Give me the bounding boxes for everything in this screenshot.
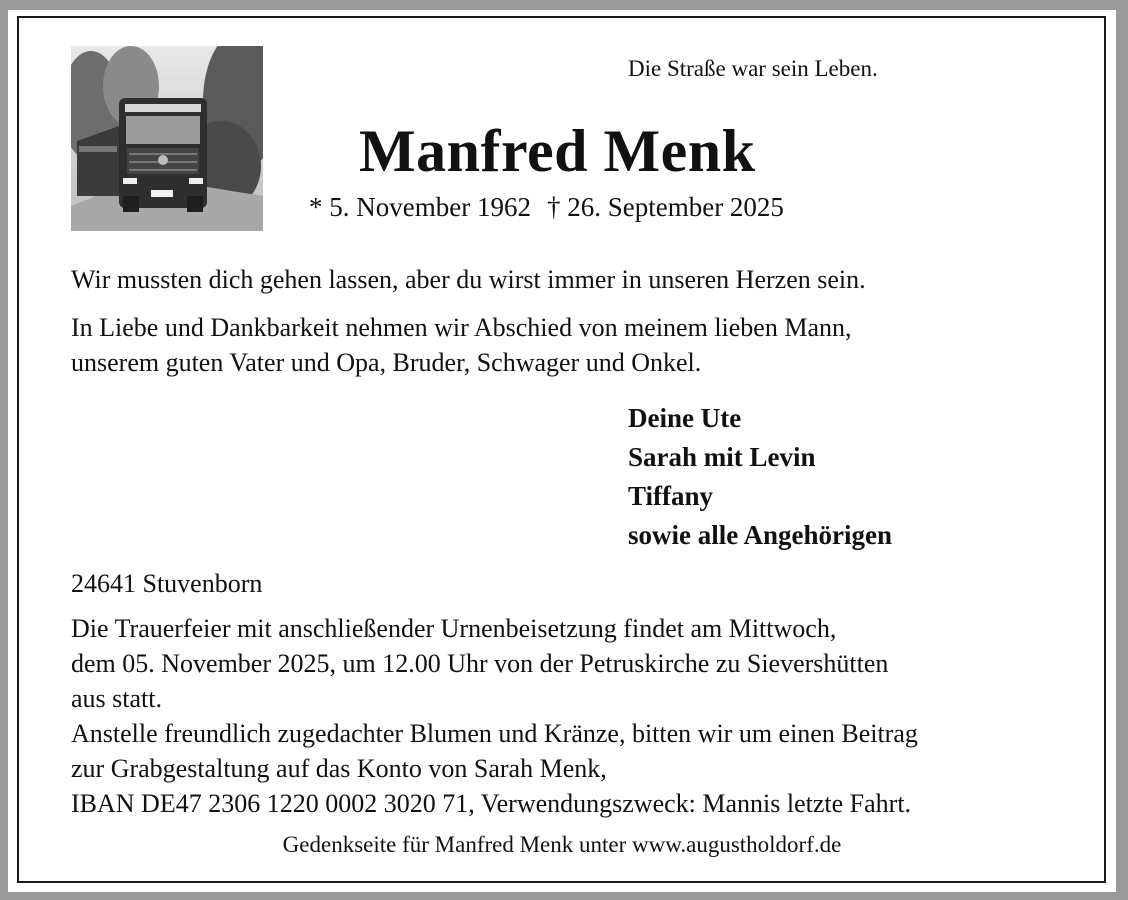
donation-line: IBAN DE47 2306 1220 0002 3020 71, Verwendungszweck: Mannis letzte Fahrt. [71,789,912,818]
signatory: Tiffany [628,481,714,511]
death-date: † 26. September 2025 [546,192,784,222]
signatory: sowie alle Angehörigen [628,520,892,550]
deceased-name: Manfred Menk [359,118,756,184]
obituary-notice [8,10,1116,892]
funeral-info [71,611,888,716]
donation-line: Anstelle freundlich zugedachter Blumen und Kränze, bitten wir um einen Beitrag [71,719,918,748]
funeral-line: aus statt. [71,684,162,713]
birth-date: * 5. November 1962 [309,192,531,222]
motto: Die Straße war sein Leben. [628,56,878,81]
truck-photo [71,46,263,231]
signatory: Deine Ute [628,403,742,433]
life-dates [309,192,784,223]
funeral-line: dem 05. November 2025, um 12.00 Uhr von der Petruskirche zu Sievershütten [71,649,889,678]
memorial-page-link[interactable]: Gedenkseite für Manfred Menk unter www.augustholdorf.de [282,832,842,857]
address: 24641 Stuvenborn [71,569,263,598]
signatories [628,399,892,555]
farewell-line: unserem guten Vater und Opa, Bruder, Schwager und Onkel. [71,348,702,377]
donation-info [71,716,918,821]
farewell-line: In Liebe und Dankbarkeit nehmen wir Abschied von meinem lieben Mann, [71,313,852,342]
signatory: Sarah mit Levin [628,442,816,472]
intro-text: Wir mussten dich gehen lassen, aber du wirst immer in unseren Herzen sein. [71,265,866,294]
donation-line: zur Grabgestaltung auf das Konto von Sarah Menk, [71,754,607,783]
farewell-paragraph [71,310,852,380]
funeral-line: Die Trauerfeier mit anschließender Urnenbeisetzung findet am Mittwoch, [71,614,837,643]
